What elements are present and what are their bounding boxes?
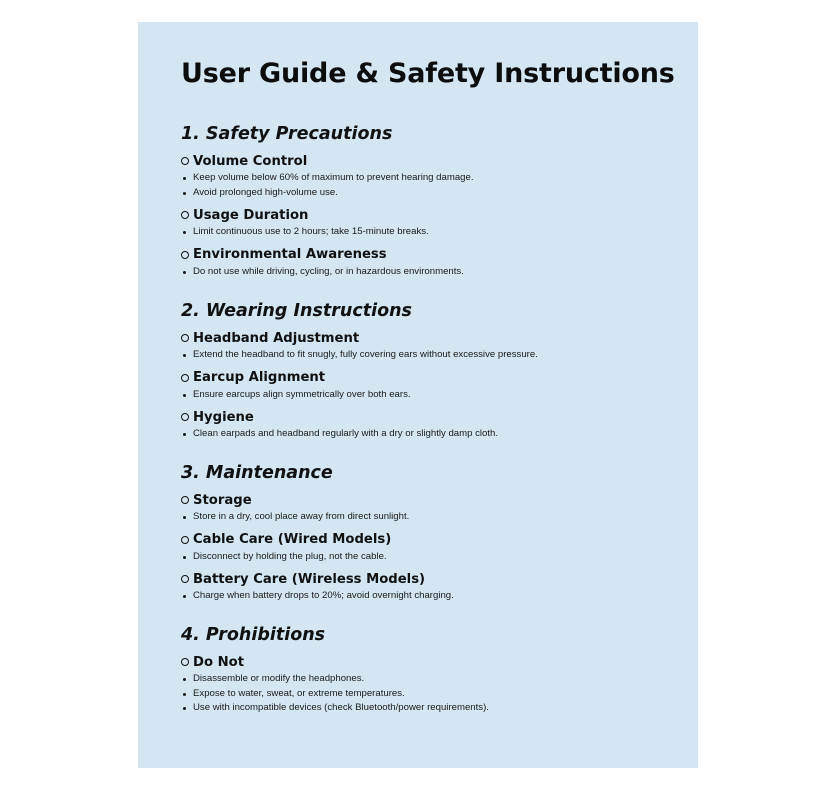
item-title: Storage bbox=[193, 492, 252, 508]
item-cable-care bbox=[181, 531, 678, 565]
item-title: Earcup Alignment bbox=[193, 370, 326, 385]
item-title: Cable Care (Wired Models) bbox=[193, 532, 392, 547]
guide-sheet bbox=[138, 22, 698, 768]
item-hygiene bbox=[181, 408, 678, 442]
section-heading: 4. Prohibitions bbox=[181, 625, 326, 645]
bullet-text: Do not use while driving, cycling, or in hazardous environments. bbox=[181, 265, 678, 280]
item-do-not bbox=[181, 653, 678, 716]
item-storage bbox=[181, 491, 678, 525]
item-earcup-alignment bbox=[181, 369, 678, 403]
item-battery-care bbox=[181, 570, 678, 604]
bullet-text: Charge when battery drops to 20%; avoid overnight charging. bbox=[181, 589, 678, 604]
bullet-text: Keep volume below 60% of maximum to prevent hearing damage. bbox=[181, 171, 678, 186]
circle-bullet-icon bbox=[181, 496, 189, 504]
section-heading: 1. Safety Precautions bbox=[181, 124, 393, 144]
circle-bullet-icon bbox=[181, 157, 189, 165]
circle-bullet-icon bbox=[181, 536, 189, 544]
circle-bullet-icon bbox=[181, 374, 189, 382]
item-title: Battery Care (Wireless Models) bbox=[193, 571, 426, 587]
bullet-text: Store in a dry, cool place away from direct sunlight. bbox=[181, 510, 678, 525]
bullet-text: Ensure earcups align symmetrically over both ears. bbox=[181, 388, 678, 403]
section-safety-precautions bbox=[181, 124, 678, 285]
bullet-text: Use with incompatible devices (check Bluetooth/power requirements). bbox=[181, 701, 678, 716]
section-maintenance bbox=[181, 463, 678, 610]
item-title: Headband Adjustment bbox=[193, 330, 360, 346]
bullet-text: Limit continuous use to 2 hours; take 15-minute breaks. bbox=[181, 225, 678, 240]
section-prohibitions bbox=[181, 625, 678, 722]
section-heading: 3. Maintenance bbox=[181, 463, 333, 483]
item-title: Hygiene bbox=[193, 409, 254, 425]
circle-bullet-icon bbox=[181, 658, 189, 666]
circle-bullet-icon bbox=[181, 413, 189, 421]
bullet-text: Expose to water, sweat, or extreme temperatures. bbox=[181, 687, 678, 702]
circle-bullet-icon bbox=[181, 251, 189, 259]
circle-bullet-icon bbox=[181, 575, 189, 583]
item-headband-adjustment bbox=[181, 329, 678, 363]
item-title: Do Not bbox=[193, 654, 244, 670]
item-usage-duration bbox=[181, 206, 678, 240]
bullet-text: Clean earpads and headband regularly with a dry or slightly damp cloth. bbox=[181, 427, 678, 442]
circle-bullet-icon bbox=[181, 211, 189, 219]
bullet-text: Avoid prolonged high-volume use. bbox=[181, 186, 678, 201]
item-title: Volume Control bbox=[193, 153, 308, 169]
bullet-text: Disassemble or modify the headphones. bbox=[181, 672, 678, 687]
item-volume-control bbox=[181, 152, 678, 200]
section-wearing-instructions bbox=[181, 301, 678, 448]
circle-bullet-icon bbox=[181, 334, 189, 342]
page-title: User Guide & Safety Instructions bbox=[181, 58, 675, 89]
section-heading: 2. Wearing Instructions bbox=[181, 301, 412, 321]
item-title: Environmental Awareness bbox=[193, 247, 387, 262]
item-environmental-awareness bbox=[181, 246, 678, 280]
item-title: Usage Duration bbox=[193, 207, 309, 223]
bullet-text: Extend the headband to fit snugly, fully covering ears without excessive pressure. bbox=[181, 348, 678, 363]
bullet-text: Disconnect by holding the plug, not the cable. bbox=[181, 550, 678, 565]
